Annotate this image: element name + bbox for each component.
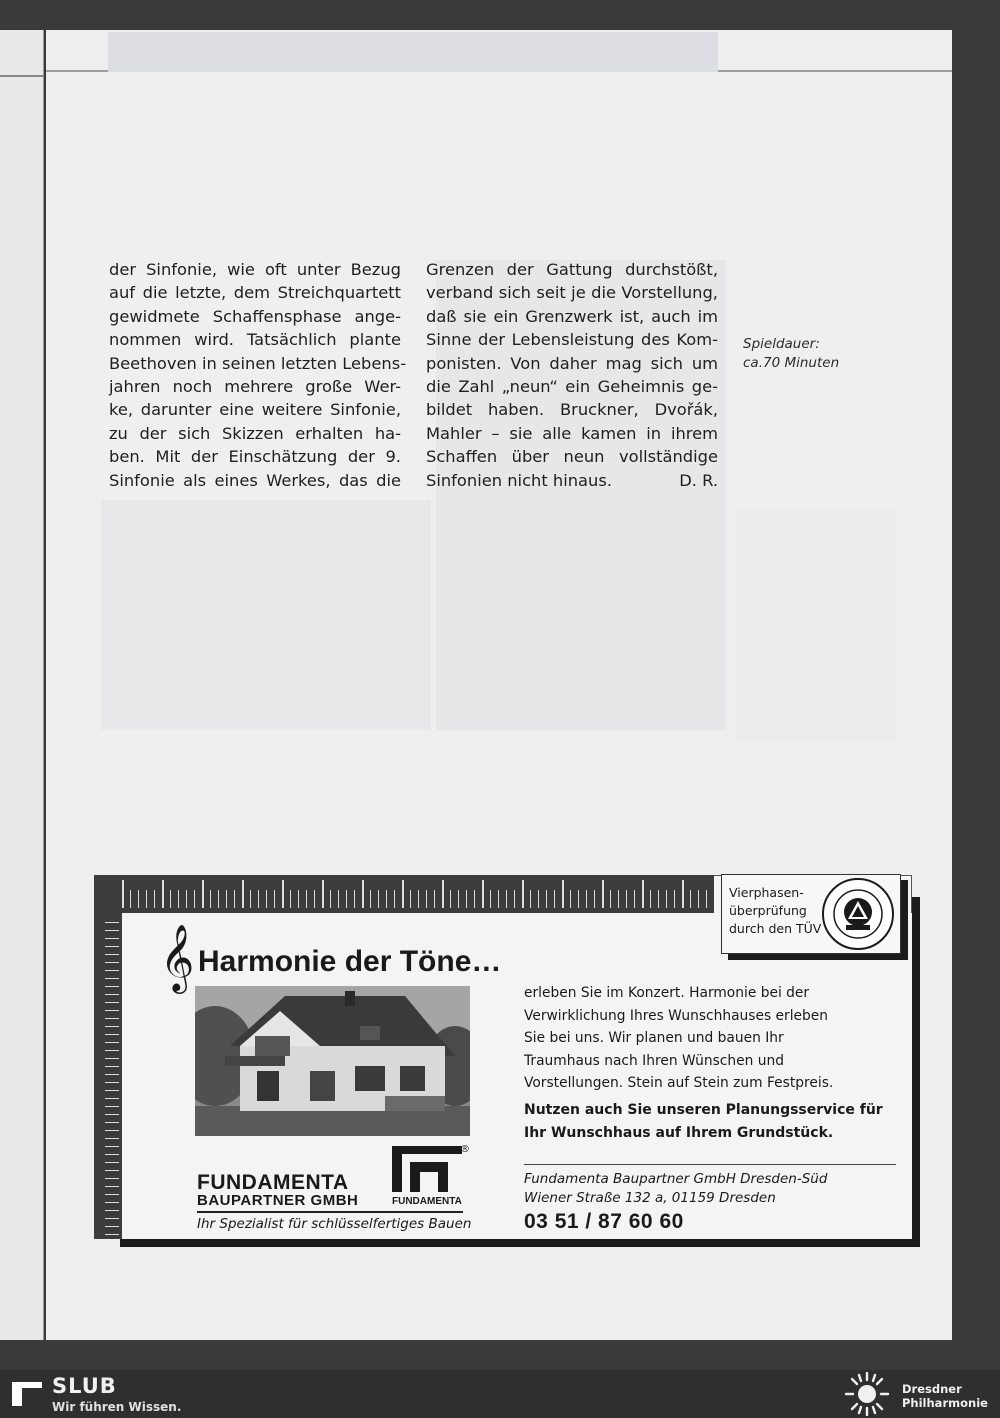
registered-mark: ®	[460, 1144, 470, 1155]
philharmonie-name-line: Philharmonie	[902, 1396, 988, 1410]
duration-note	[743, 335, 839, 373]
slub-title: SLUB	[52, 1374, 117, 1398]
company-subtitle: BAUPARTNER GMBH	[197, 1192, 359, 1209]
company-slogan: Ihr Spezialist für schlüsselfertiges Bauen	[197, 1216, 472, 1232]
tuv-text-line: überprüfung	[729, 903, 807, 918]
article-line: ke, darunter eine weitere Sinfonie,	[109, 400, 401, 420]
tuv-seal-icon	[820, 877, 896, 951]
article-line: ponisten. Von daher mag sich um	[426, 353, 718, 373]
ad-body-text	[524, 982, 894, 1095]
article-line: die Zahl „neun“ ein Geheimnis ge-	[426, 377, 718, 397]
article-column-left	[109, 258, 407, 492]
article-line: auf die letzte, dem Streichquartett	[109, 283, 401, 303]
ad-cta-line: Ihr Wunschhaus auf Ihrem Grundstück.	[524, 1125, 834, 1141]
article-line: Grenzen der Gattung durchstößt,	[426, 260, 718, 279]
ad-body-line: Verwirklichung Ihres Wunschhauses erleben	[524, 1007, 829, 1024]
slub-tagline: Wir führen Wissen.	[52, 1400, 182, 1414]
article-line: jahren noch mehrere große Wer-	[109, 377, 401, 397]
philharmonie-name-line: Dresdner	[902, 1382, 962, 1396]
slub-logo-icon	[12, 1376, 42, 1406]
duration-value: ca.70 Minuten	[743, 355, 840, 371]
article-line: nommen wird. Tatsächlich plante	[109, 330, 401, 350]
fundamenta-logo-icon	[392, 1146, 462, 1192]
tuv-text-line: Vierphasen-	[729, 885, 804, 900]
article-column-right	[426, 258, 718, 492]
address-line: Wiener Straße 132 a, 01159 Dresden	[524, 1190, 776, 1206]
ad-headline: Harmonie der Töne…	[198, 945, 502, 978]
left-page-edge	[0, 30, 44, 1340]
ad-body-line: Sie bei uns. Wir planen und bauen Ihr	[524, 1030, 784, 1047]
ad-divider	[524, 1164, 896, 1165]
article-line: Mahler – sie alle kamen in ihrem	[426, 423, 718, 443]
article-line: daß sie ein Grenzwerk ist, auch im	[426, 306, 718, 326]
article-line: Sinne der Lebensleistung des Kom-	[426, 330, 718, 350]
ad-cta-line: Nutzen auch Sie unseren Planungsservice für	[524, 1102, 883, 1118]
article-line: bildet haben. Bruckner, Dvořák,	[426, 400, 718, 420]
ad-body-line: Traumhaus nach Ihren Wünschen und	[524, 1052, 784, 1069]
company-phone: 03 51 / 87 60 60	[524, 1210, 684, 1233]
article-closing-text: Sinfonien nicht hinaus.	[426, 470, 613, 490]
company-name: FUNDAMENTA	[197, 1171, 349, 1194]
article-line: zu der sich Skizzen erhalten ha-	[109, 423, 401, 443]
article-line: Sinfonie als eines Werkes, das die	[109, 470, 401, 490]
right-page-edge	[952, 30, 1000, 1370]
article-line: verband sich seit je die Vorstellung,	[426, 283, 718, 303]
article-last-line	[426, 469, 718, 492]
article-signature: D. R.	[679, 470, 718, 490]
philharmonie-logo-icon	[842, 1372, 892, 1416]
company-logo-caption: FUNDAMENTA	[392, 1196, 462, 1207]
philharmonie-name	[902, 1382, 988, 1410]
duration-label: Spieldauer:	[743, 336, 820, 352]
article-line: der Sinfonie, wie oft unter Bezug	[109, 260, 401, 279]
article-line: Beethoven in seinen letzten Lebens-	[109, 353, 407, 373]
article-line: Schaffen über neun vollständige	[426, 447, 718, 467]
house-photo	[195, 986, 470, 1136]
treble-clef-icon: 𝄞	[160, 923, 195, 991]
tuv-text	[729, 884, 821, 938]
address-line: Fundamenta Baupartner GmbH Dresden-Süd	[524, 1171, 828, 1187]
ad-call-to-action	[524, 1099, 904, 1145]
company-address	[524, 1170, 827, 1208]
ad-body-line: erleben Sie im Konzert. Harmonie bei der	[524, 985, 810, 1001]
company-divider	[197, 1211, 463, 1213]
ad-body-line: Vorstellungen. Stein auf Stein zum Festpreis.	[524, 1075, 834, 1092]
tuv-text-line: durch den TÜV	[729, 921, 822, 936]
article-line: gewidmete Schaffensphase ange-	[109, 306, 401, 326]
article-line: ben. Mit der Einschätzung der 9.	[109, 447, 401, 467]
